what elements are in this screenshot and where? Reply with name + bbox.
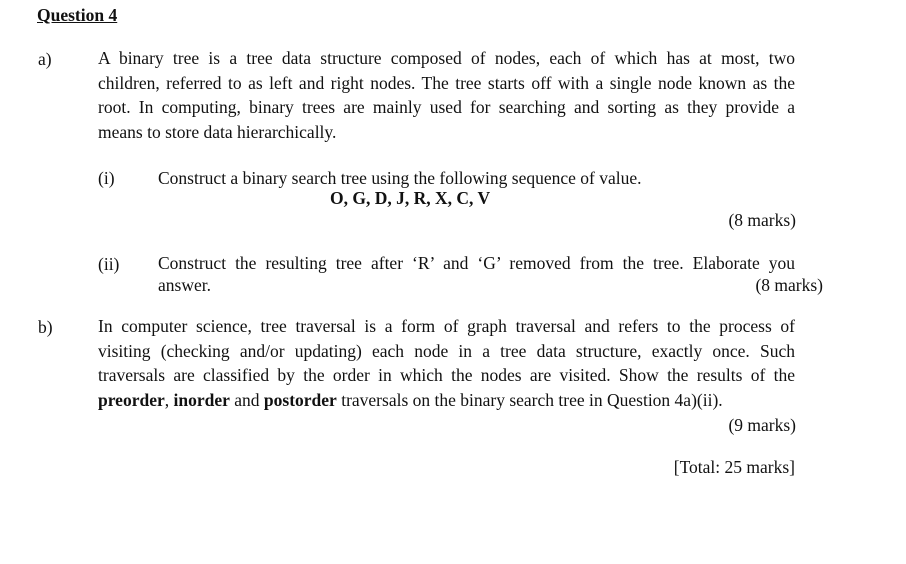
part-a-ii-label: (ii) xyxy=(98,254,120,274)
part-b-paragraph xyxy=(98,314,795,412)
part-a-paragraph xyxy=(98,46,795,144)
term-preorder: preorder xyxy=(98,389,165,410)
part-a-i-marks: (8 marks) xyxy=(728,210,796,230)
value-sequence: O, G, D, J, R, X, C, V xyxy=(330,188,491,208)
term-postorder: postorder xyxy=(263,389,337,410)
part-b-label: b) xyxy=(38,317,53,337)
part-b-line-4-rest: traversals on the binary search tree in Question 4a)(ii). xyxy=(336,389,723,410)
part-a-i-label: (i) xyxy=(98,168,115,188)
question-heading: Question 4 xyxy=(37,5,118,25)
part-a-ii-marks: (8 marks) xyxy=(755,275,823,295)
part-b-line-4 xyxy=(98,388,795,413)
part-b-line-4-sep-1: , xyxy=(164,389,174,410)
part-a-ii-line-1: Construct the resulting tree after ‘R’ and ‘G’ removed from the tree. Elaborate you xyxy=(158,253,795,273)
part-b-line-2: visiting (checking and/or updating) each node in a tree data structure, exactly once. Such xyxy=(98,340,795,361)
part-a-line-3: root. In computing, binary trees are mainly used for searching and sorting as they provide a xyxy=(98,97,795,117)
part-a-label: a) xyxy=(38,49,52,69)
part-b-line-4-sep-2: and xyxy=(229,389,264,410)
part-a-ii-line-2: answer. xyxy=(158,275,211,295)
total-marks: [Total: 25 marks] xyxy=(673,457,795,477)
term-inorder: inorder xyxy=(173,389,230,410)
part-a-ii-paragraph xyxy=(158,251,795,276)
part-a-line-4: means to store data hierarchically. xyxy=(98,121,337,142)
part-a-line-2: children, referred to as left and right nodes. The tree starts off with a single node known as the xyxy=(98,72,795,93)
part-a-line-1: A binary tree is a tree data structure composed of nodes, each of which has at most, two xyxy=(98,48,795,68)
part-b-marks: (9 marks) xyxy=(728,415,796,435)
part-b-line-3: traversals are classified by the order in which the nodes are visited. Show the results of the xyxy=(98,365,795,385)
part-b-line-1: In computer science, tree traversal is a form of graph traversal and refers to the process of xyxy=(98,316,795,336)
part-a-i-text: Construct a binary search tree using the following sequence of value. xyxy=(158,168,642,188)
